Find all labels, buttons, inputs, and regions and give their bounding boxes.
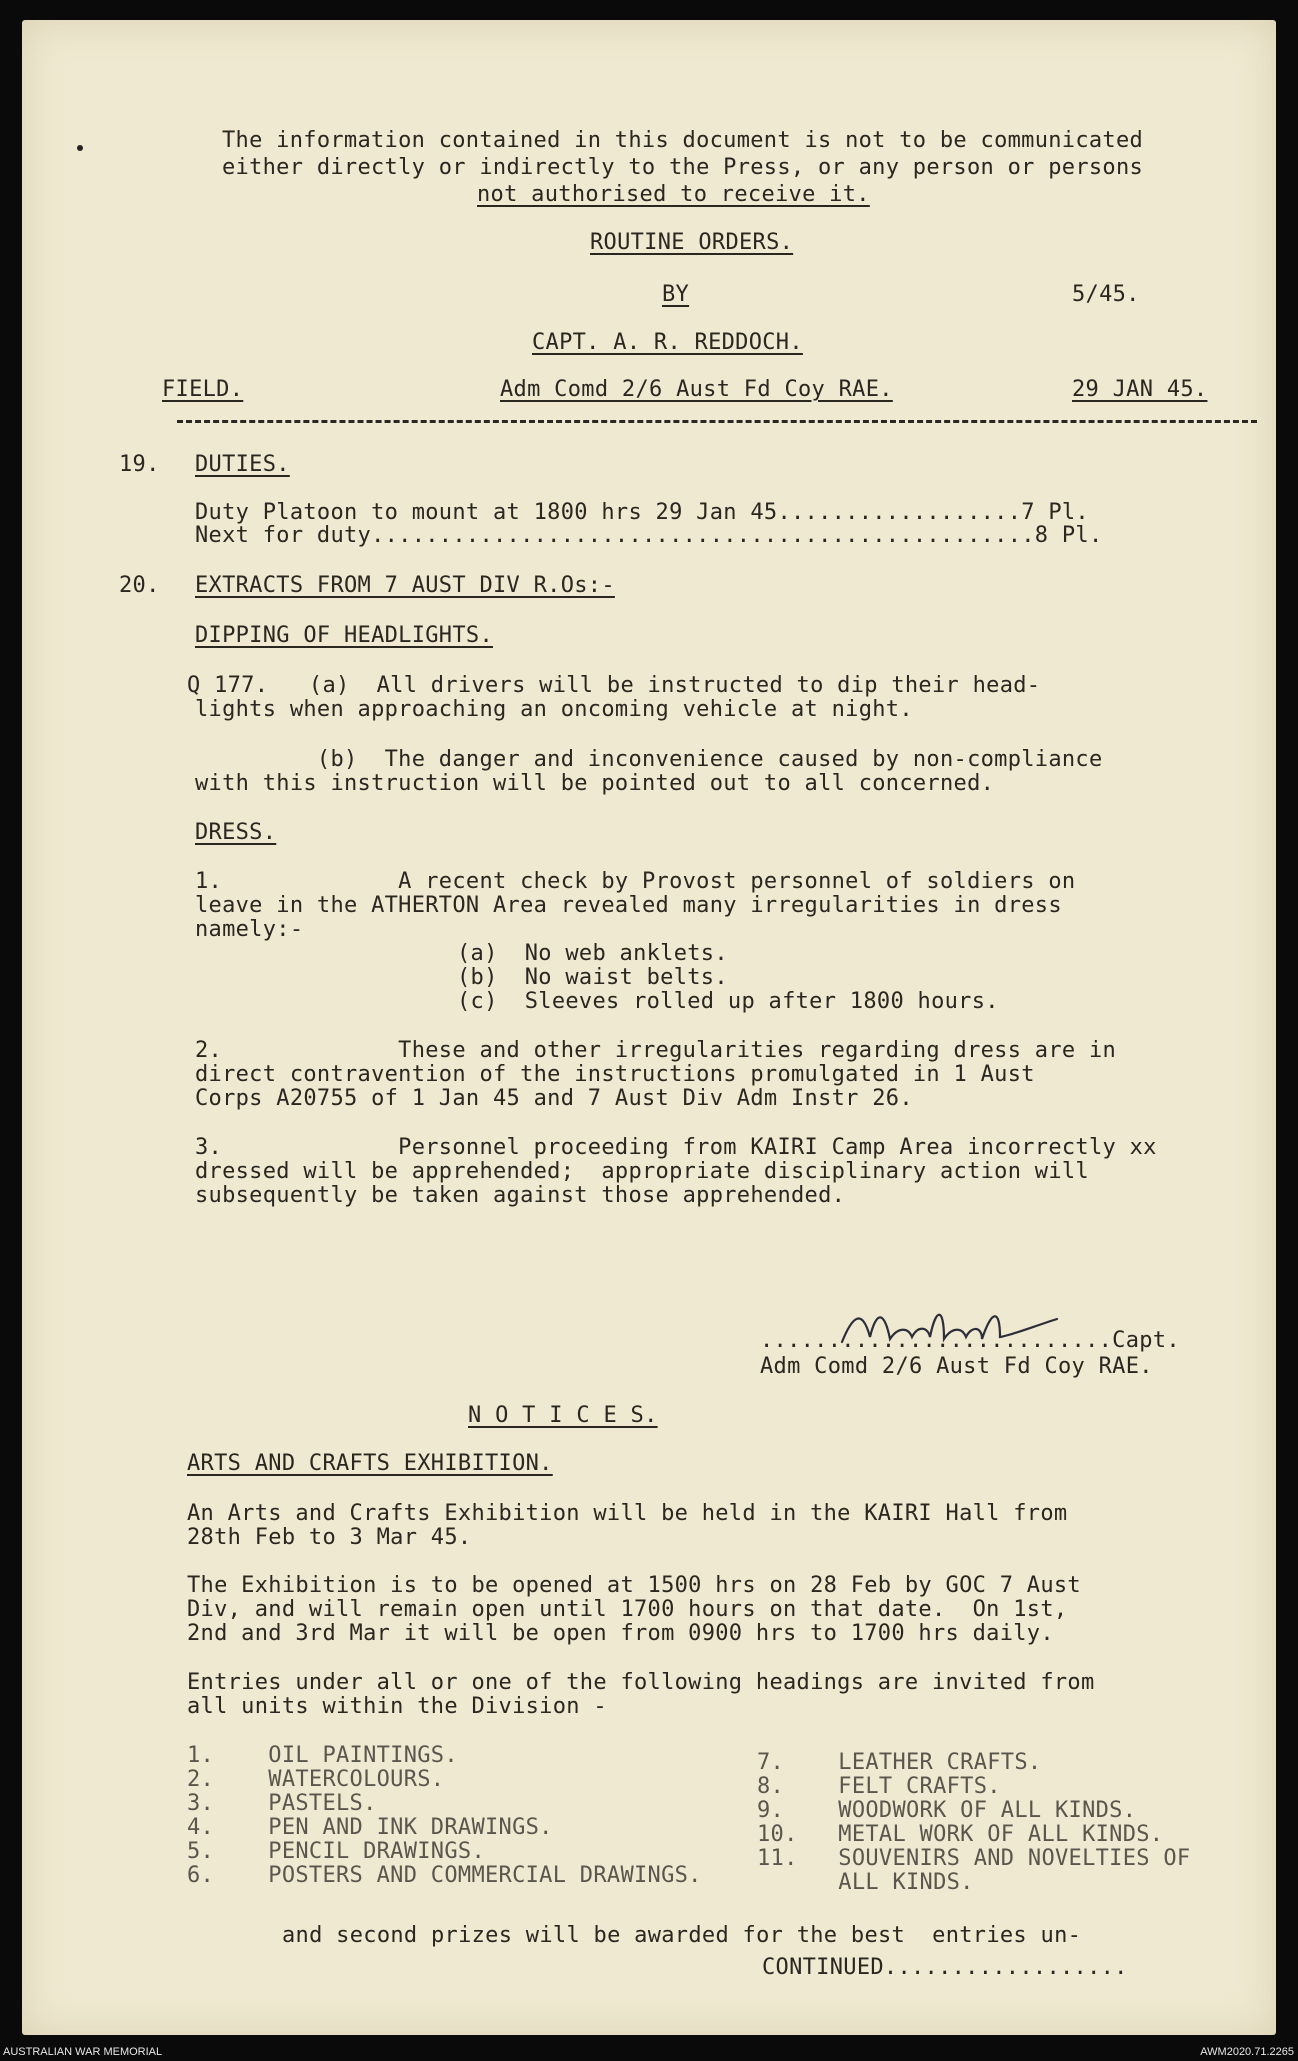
dress-para-2-line-3: Corps A20755 of 1 Jan 45 and 7 Aust Div Adm Instr 26.	[195, 1086, 913, 1111]
entry-category-2: 2. WATERCOLOURS.	[187, 1767, 445, 1792]
entry-category-10: 10. METAL WORK OF ALL KINDS.	[757, 1822, 1164, 1847]
document-page	[22, 20, 1276, 2035]
security-line-3: not authorised to receive it.	[477, 182, 870, 207]
entry-category-3: 3. PASTELS.	[187, 1791, 377, 1816]
extracts-heading: EXTRACTS FROM 7 AUST DIV R.Os:-	[195, 573, 615, 598]
arts-para-2-line-2: Div, and will remain open until 1700 hours on that date. On 1st,	[187, 1597, 1068, 1622]
order-number: 5/45.	[1072, 282, 1140, 307]
location: FIELD.	[162, 377, 244, 402]
next-duty-line: Next for duty.................................................8 Pl.	[195, 523, 1103, 548]
arts-para-3-line-2: all units within the Division -	[187, 1694, 607, 1719]
duty-platoon-line: Duty Platoon to mount at 1800 hrs 29 Jan 45..................7 Pl.	[195, 500, 1089, 525]
entry-category-8: 8. FELT CRAFTS.	[757, 1774, 1001, 1799]
footer-accession: AWM2020.71.2265	[1200, 2046, 1294, 2058]
prizes-line: and second prizes will be awarded for the best entries un-	[282, 1923, 1082, 1948]
entry-category-4: 4. PEN AND INK DRAWINGS.	[187, 1815, 553, 1840]
arts-crafts-heading: ARTS AND CRAFTS EXHIBITION.	[187, 1451, 553, 1476]
ink-spot	[77, 145, 83, 151]
dress-para-3-line-1: 3. Personnel proceeding from KAIRI Camp Area incorrectly xx	[195, 1135, 1157, 1160]
duties-number: 19.	[119, 452, 160, 477]
dress-para-2-line-2: direct contravention of the instructions promulgated in 1 Aust	[195, 1062, 1035, 1087]
arts-para-1-line-2: 28th Feb to 3 Mar 45.	[187, 1525, 472, 1550]
arts-para-2-line-1: The Exhibition is to be opened at 1500 hrs on 28 Feb by GOC 7 Aust	[187, 1573, 1081, 1598]
dress-para-2-line-1: 2. These and other irregularities regarding dress are in	[195, 1038, 1117, 1063]
dress-para-1-line-2: leave in the ATHERTON Area revealed many irregularities in dress	[195, 893, 1062, 918]
signature-unit-line: Adm Comd 2/6 Aust Fd Coy RAE.	[760, 1354, 1153, 1379]
officer-name: CAPT. A. R. REDDOCH.	[532, 330, 803, 355]
unit-name: Adm Comd 2/6 Aust Fd Coy RAE.	[500, 377, 893, 402]
entry-category-11-cont: ALL KINDS.	[757, 1870, 974, 1895]
headlights-b-line-2: with this instruction will be pointed out to all concerned.	[195, 771, 995, 796]
dress-item-a: (a) No web anklets.	[457, 941, 728, 966]
security-line-2: either directly or indirectly to the Press, or any person or persons	[222, 155, 1144, 180]
arts-para-3-line-1: Entries under all or one of the following headings are invited from	[187, 1670, 1095, 1695]
dress-para-1-line-1: 1. A recent check by Provost personnel of soldiers on	[195, 869, 1076, 894]
dress-para-3-line-2: dressed will be apprehended; appropriate disciplinary action will	[195, 1159, 1089, 1184]
continued-line: CONTINUED..................	[762, 1955, 1128, 1980]
headlights-b-line-1: (b) The danger and inconvenience caused by non-compliance	[195, 747, 1103, 772]
notices-heading: N O T I C E S.	[468, 1403, 658, 1428]
entry-category-11: 11. SOUVENIRS AND NOVELTIES OF	[757, 1846, 1191, 1871]
arts-para-1-line-1: An Arts and Crafts Exhibition will be held in the KAIRI Hall from	[187, 1501, 1068, 1526]
entry-category-9: 9. WOODWORK OF ALL KINDS.	[757, 1798, 1137, 1823]
separator-rule	[177, 420, 1257, 423]
extracts-number: 20.	[119, 573, 160, 598]
security-line-1: The information contained in this document is not to be communicated	[222, 128, 1144, 153]
entry-category-1: 1. OIL PAINTINGS.	[187, 1743, 458, 1768]
dress-heading: DRESS.	[195, 820, 277, 845]
dress-para-3-line-3: subsequently be taken against those apprehended.	[195, 1183, 846, 1208]
signature-dots-line: ..........................Capt.	[760, 1328, 1180, 1353]
order-date: 29 JAN 45.	[1072, 377, 1208, 402]
arts-para-2-line-3: 2nd and 3rd Mar it will be open from 0900 hrs to 1700 hrs daily.	[187, 1621, 1054, 1646]
dress-para-1-line-3: namely:-	[195, 917, 304, 942]
document-title: ROUTINE ORDERS.	[590, 230, 794, 255]
duties-heading: DUTIES.	[195, 452, 290, 477]
dress-item-c: (c) Sleeves rolled up after 1800 hours.	[457, 989, 999, 1014]
headlights-a-line-2: lights when approaching an oncoming vehicle at night.	[195, 697, 913, 722]
entry-category-5: 5. PENCIL DRAWINGS.	[187, 1839, 485, 1864]
dress-item-b: (b) No waist belts.	[457, 965, 728, 990]
entry-category-6: 6. POSTERS AND COMMERCIAL DRAWINGS.	[187, 1863, 702, 1888]
entry-category-7: 7. LEATHER CRAFTS.	[757, 1750, 1042, 1775]
by-label: BY	[662, 282, 690, 307]
footer-source: AUSTRALIAN WAR MEMORIAL	[3, 2046, 163, 2058]
headlights-a-line-1: Q 177. (a) All drivers will be instructed to dip their head-	[187, 673, 1041, 698]
headlights-heading: DIPPING OF HEADLIGHTS.	[195, 623, 493, 648]
